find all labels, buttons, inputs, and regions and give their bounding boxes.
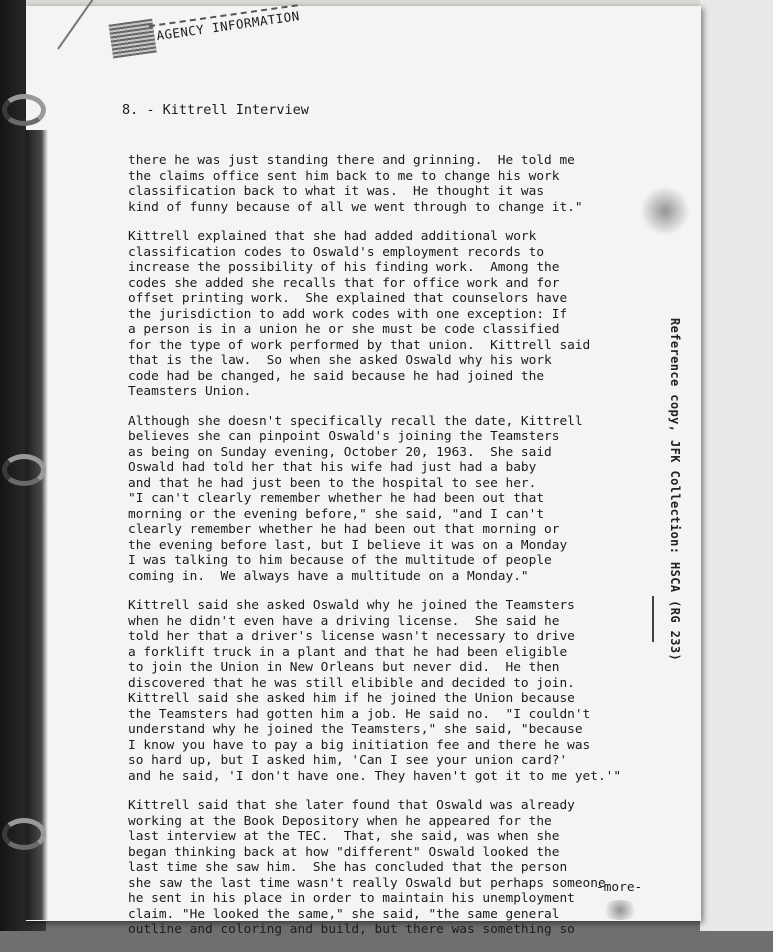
- text-line: he sent in his place in order to maintain his unemployment: [128, 891, 575, 906]
- text-line: for the type of work performed by that union. Kittrell said: [128, 337, 591, 353]
- text-line: Although she doesn't specifically recall the date, Kittrell: [128, 413, 583, 429]
- text-line: code had be changed, he said because he had joined the: [128, 368, 545, 384]
- text-line: classification codes to Oswald's employment records to: [128, 244, 545, 260]
- paragraph-4: [128, 598, 673, 784]
- text-line: kind of funny because of all we went through to change it.": [128, 199, 583, 215]
- text-line: discovered that he was still elibible and decided to join.: [128, 675, 575, 691]
- text-line: Kittrell said she asked Oswald why he joined the Teamsters: [128, 598, 575, 613]
- paragraph-5: [128, 798, 673, 938]
- page-right-strip: [700, 0, 773, 931]
- text-line: a forklift truck in a plant and that he had been eligible: [128, 644, 568, 660]
- paragraph-1: [128, 153, 673, 215]
- text-line: "I can't clearly remember whether he had been out that: [128, 491, 545, 506]
- text-line: believes she can pinpoint Oswald's joining the Teamsters: [128, 429, 560, 444]
- binder-ring-icon: [2, 818, 46, 850]
- reference-copy-text: Reference copy, JFK Collection: HSCA (RG 233): [668, 318, 682, 662]
- text-line: I was talking to him because of the multitude of people: [128, 553, 552, 568]
- text-line: morning or the evening before," she said, "and I can't: [128, 506, 545, 522]
- section-heading: 8. - Kittrell Interview: [122, 102, 309, 118]
- text-line: when he didn't even have a driving license. She said he: [128, 613, 560, 629]
- text-line: clearly remember whether he had been out that morning or: [128, 522, 560, 537]
- binder-ring-icon: [2, 94, 46, 126]
- text-line: codes she added she recalls that for office work and for: [128, 275, 560, 291]
- margin-bracket: [644, 596, 654, 642]
- paragraph-2: [128, 229, 673, 400]
- text-line: Kittrell explained that she had added additional work: [128, 229, 537, 244]
- text-line: the evening before last, but I believe it was on a Monday: [128, 537, 568, 553]
- reference-copy-stamp: [668, 318, 694, 662]
- text-line: offset printing work. She explained that counselors have: [128, 291, 568, 306]
- text-line: began thinking back at how "different" Oswald looked the: [128, 844, 560, 860]
- stamp-label: AGENCY INFORMATION: [155, 8, 301, 44]
- text-line: the jurisdiction to add work codes with one exception: If: [128, 306, 568, 322]
- text-line: so hard up, but I asked him, 'Can I see your union card?': [128, 753, 568, 768]
- text-line: Teamsters Union.: [128, 384, 252, 399]
- text-line: and that he had just been to the hospital to see her.: [128, 475, 537, 491]
- text-line: increase the possibility of his finding work. Among the: [128, 260, 560, 275]
- text-line: I know you have to pay a big initiation fee and there he was: [128, 737, 591, 753]
- text-line: classification back to what it was. He thought it was: [128, 184, 545, 199]
- text-line: she saw the last time wasn't really Oswald but perhaps someone: [128, 875, 606, 891]
- more-footer: -more-: [596, 880, 643, 895]
- text-line: Kittrell said she asked him if he joined the Union because: [128, 691, 575, 706]
- text-line: working at the Book Depository when he appeared for the: [128, 813, 552, 829]
- document-body: [128, 153, 673, 952]
- text-line: a person is in a union he or she must be code classified: [128, 322, 560, 337]
- text-line: there he was just standing there and grinning. He told me: [128, 153, 575, 168]
- text-line: as being on Sunday evening, October 20, 1963. She said: [128, 444, 552, 460]
- text-line: Kittrell said that she later found that Oswald was already: [128, 798, 575, 813]
- text-line: and he said, 'I don't have one. They haven't got it to me yet.'": [128, 768, 622, 784]
- binder-ring-icon: [2, 454, 46, 486]
- text-line: claim. "He looked the same," she said, "the same general: [128, 906, 560, 922]
- text-line: outline and coloring and build, but there was something so: [128, 922, 575, 937]
- text-line: understand why he joined the Teamsters," she said, "because: [128, 722, 583, 737]
- text-line: the claims office sent him back to me to change his work: [128, 168, 560, 184]
- text-line: Oswald had told her that his wife had just had a baby: [128, 460, 537, 475]
- text-line: last interview at the TEC. That, she said, was when she: [128, 829, 560, 844]
- text-line: coming in. We always have a multitude on a Monday.": [128, 568, 529, 584]
- text-line: that is the law. So when she asked Oswald why his work: [128, 353, 552, 368]
- text-line: the Teamsters had gotten him a job. He said no. "I couldn't: [128, 706, 591, 722]
- paragraph-3: [128, 414, 673, 585]
- text-line: last time she saw him. She has concluded that the person: [128, 860, 568, 875]
- text-line: told her that a driver's license wasn't necessary to drive: [128, 629, 575, 644]
- page-left-shadow: [26, 130, 48, 920]
- text-line: to join the Union in New Orleans but never did. He then: [128, 660, 560, 675]
